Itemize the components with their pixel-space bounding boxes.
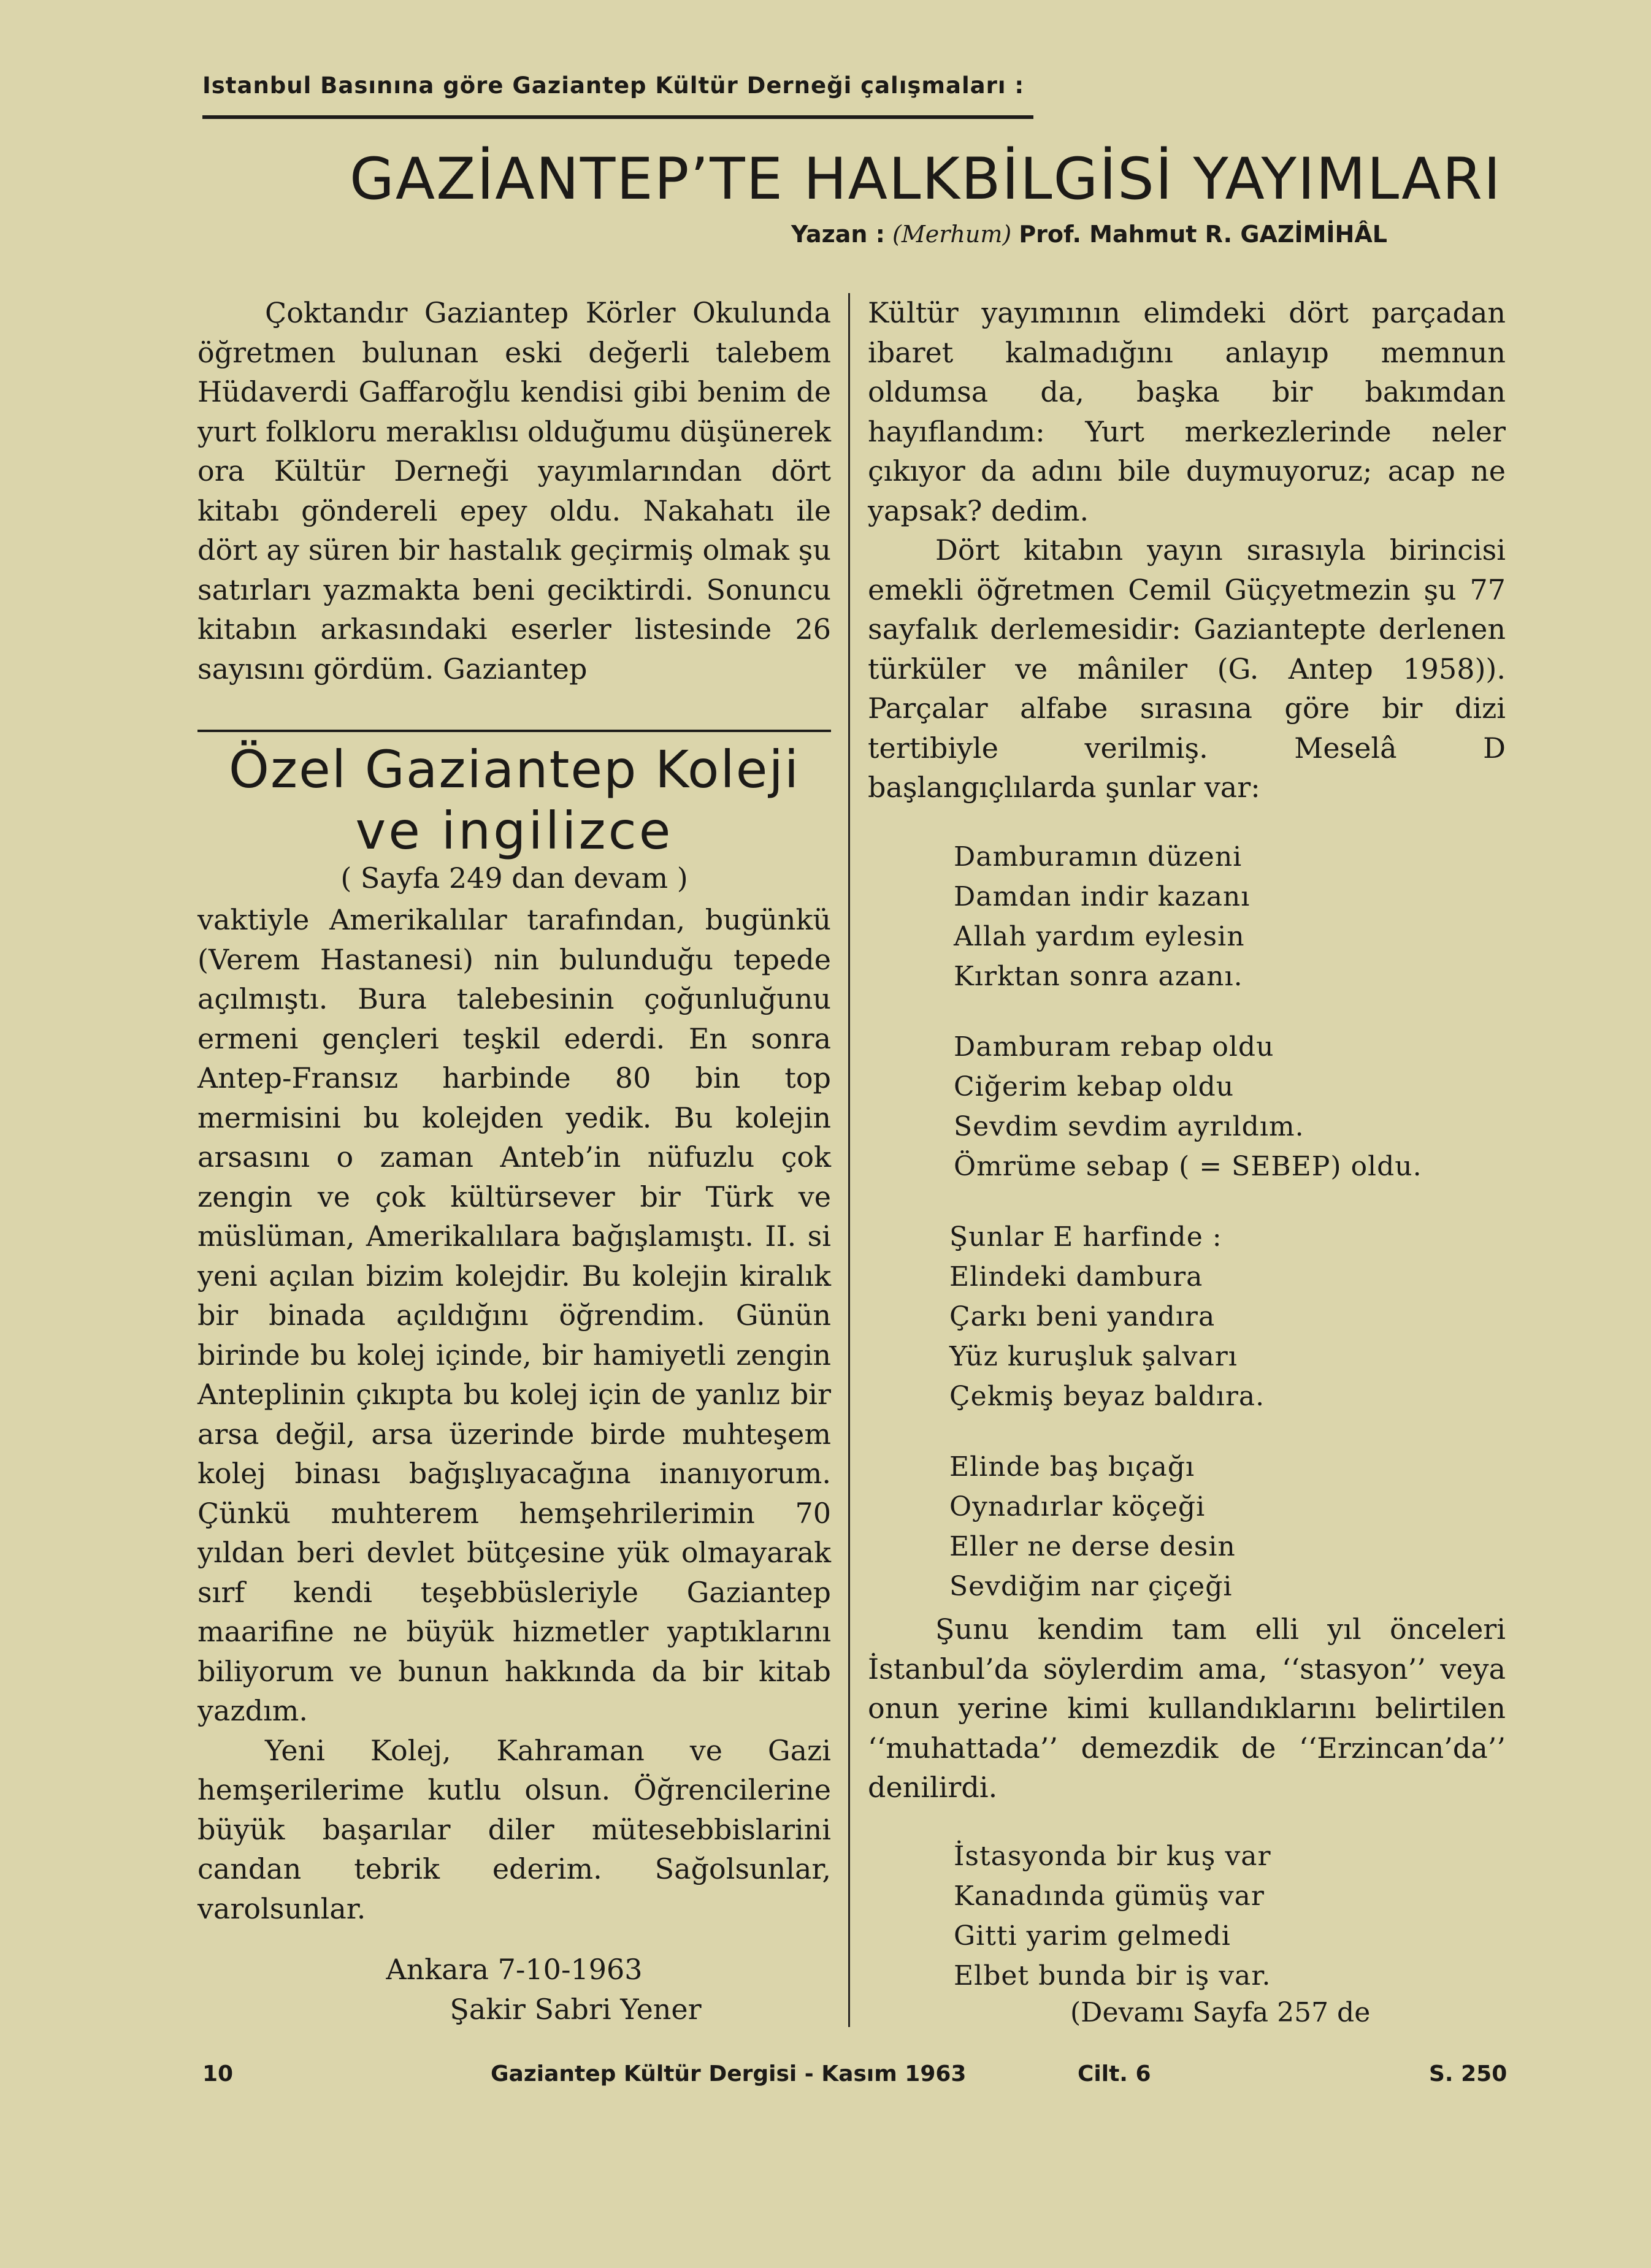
box-title-line1: Özel Gaziantep Koleji bbox=[228, 739, 800, 800]
left-column-rule bbox=[197, 730, 831, 732]
footer-page-number: 10 bbox=[202, 2061, 234, 2087]
verse-line: Eller ne derse desin bbox=[949, 1531, 1236, 1562]
verse-line: Ömrüme sebap ( = SEBEP) oldu. bbox=[954, 1151, 1422, 1182]
verse-line: Çarkı beni yandıra bbox=[949, 1301, 1216, 1332]
box-title-line2: ve ingilizce bbox=[355, 801, 673, 861]
verse-line: Ciğerim kebap oldu bbox=[954, 1071, 1235, 1102]
box-signature-place: Ankara 7-10-1963 bbox=[386, 1953, 643, 1986]
verse-d-2 bbox=[954, 1027, 1422, 1186]
byline-note: (Merhum) bbox=[892, 221, 1012, 248]
verse-line: Allah yardım eylesin bbox=[954, 921, 1245, 952]
verse-e-2 bbox=[949, 1447, 1236, 1606]
verse-istasyon bbox=[954, 1836, 1271, 1996]
verse-d-1 bbox=[954, 837, 1250, 996]
continued-note: (Devamı Sayfa 257 de bbox=[1070, 1997, 1371, 2028]
right-paragraph: Şunu kendim tam elli yıl önceleri İstanbul’da söylerdim ama, ‘‘stasyon’’ veya onun yerine kimi kullandıklarını belirtilen ‘‘muhattada’’ demezdik de ‘‘Erzincan’da’’ denilirdi. bbox=[868, 1613, 1506, 1804]
article-title: GAZİANTEP’TE HALKBİLGİSİ YAYIMLARI bbox=[350, 146, 1502, 213]
verse-line: Oynadırlar köçeği bbox=[949, 1491, 1206, 1522]
verse-line: Damdan indir kazanı bbox=[954, 881, 1251, 912]
kicker-rule bbox=[202, 115, 1033, 119]
verse-e-1 bbox=[949, 1217, 1265, 1416]
box-paragraph: vaktiyle Amerikalılar tarafından, bugünkü (Verem Hastanesi) nin bulunduğu tepede açılmıştı. Bura talebesinin çoğunluğunu ermeni gençleri teşkil ederdi. En sonra Antep-Fransız harbinde 80 bin top mermisini bu kolejden yedik. Bu kolejin arsasını o zaman Anteb’in nüfuzlu çok zengin ve çok kültürsever bir Türk ve müslüman, Amerikalılara bağışlamıştı. II. si yeni açılan bizim kolejdir. Bu kolejin kiralık bir binada açıldığını öğrendim. Günün birinde bu kolej içinde, bir hamiyetli zengin Anteplinin çıkıpta bu kolej için de yanlız bir arsa değil, arsa üzerinde birde muhteşem kolej binası bağışlıyacağına inanıyorum. Çünkü muhterem hemşehrilerimin 70 yıldan beri devlet bütçesine yük olmayarak sırf kendi teşebbüsleriyle Gaziantep maarifine ne büyük hizmetler yaptıklarını biliyorum ve bunun hakkında da bir kitab yazdım. bbox=[197, 903, 831, 1727]
right-paragraph: Kültür yayımının elimdeki dört parçadan ibaret kalmadığını anlayıp memnun oldumsa da, başka bir bakımdan hayıflandım: Yurt merkezlerinde neler çıkıyor da adını bile duymuyoruz; acap ne yapsak? dedim. bbox=[868, 296, 1506, 527]
box-paragraph: Yeni Kolej, Kahraman ve Gazi hemşerilerime kutlu olsun. Öğrencilerine büyük başarılar diler mütesebbislarini candan tebrik ederim. Sağolsunlar, varolsunlar. bbox=[197, 1733, 831, 1925]
verse-line: Elindeki dambura bbox=[949, 1261, 1203, 1292]
verse-line: Gitti yarim gelmedi bbox=[954, 1920, 1231, 1952]
right-paragraph: Dört kitabın yayın sırasıyla birincisi emekli öğretmen Cemil Güçyetmezin şu 77 sayfalık derlemesidir: Gaziantepte derlenen türküler ve mâniler (G. Antep 1958)). Parçalar alfabe sırasına göre bir dizi tertibiyle verilmiş. Meselâ D başlangıçlılarda şunlar var: bbox=[868, 533, 1506, 804]
byline bbox=[791, 221, 1387, 248]
box-signature-name: Şakir Sabri Yener bbox=[450, 1993, 702, 2026]
istanbul-paragraph bbox=[868, 1609, 1506, 1808]
verse-line: Çekmiş beyaz baldıra. bbox=[949, 1381, 1265, 1412]
verse-line: Sevdim sevdim ayrıldım. bbox=[954, 1111, 1304, 1142]
byline-name: Prof. Mahmut R. GAZİMİHÂL bbox=[1019, 221, 1387, 248]
box-continued-note: ( Sayfa 249 dan devam ) bbox=[340, 861, 688, 895]
column-divider bbox=[848, 293, 850, 2027]
byline-label: Yazan : bbox=[791, 221, 885, 248]
verse-line: Sevdiğim nar çiçeği bbox=[949, 1571, 1233, 1602]
verse-line: Kanadında gümüş var bbox=[954, 1880, 1265, 1912]
left-column-intro bbox=[197, 293, 831, 689]
article-kicker: Istanbul Basınına göre Gaziantep Kültür Derneği çalışmaları : bbox=[202, 72, 1025, 99]
verse-line: Damburamın düzeni bbox=[954, 841, 1243, 872]
footer-magazine: Gaziantep Kültür Dergisi - Kasım 1963 bbox=[491, 2061, 967, 2087]
verse-line: Şunlar E harfinde : bbox=[949, 1221, 1222, 1253]
verse-line: Yüz kuruşluk şalvarı bbox=[949, 1341, 1238, 1372]
right-column-text bbox=[868, 293, 1506, 808]
verse-line: Damburam rebap oldu bbox=[954, 1031, 1274, 1063]
box-article-body bbox=[197, 900, 831, 1928]
footer-issue: S. 250 bbox=[1429, 2061, 1507, 2087]
verse-line: Elbet bunda bir iş var. bbox=[954, 1960, 1271, 1991]
verse-line: Kırktan sonra azanı. bbox=[954, 961, 1243, 992]
verse-line: Elinde baş bıçağı bbox=[949, 1451, 1195, 1483]
verse-line: İstasyonda bir kuş var bbox=[954, 1841, 1271, 1872]
footer-volume: Cilt. 6 bbox=[1078, 2061, 1151, 2087]
intro-paragraph: Çoktandır Gaziantep Körler Okulunda öğretmen bulunan eski değerli talebem Hüdaverdi Gaffaroğlu kendisi gibi benim de yurt folkloru meraklısı olduğumu düşünerek ora Kültür Derneği yayımlarından dört kitabı göndereli epey oldu. Nakahatı ile dört ay süren bir hastalık geçirmiş olmak şu satırları yazmakta beni geciktirdi. Sonuncu kitabın arkasındaki eserler listesinde 26 sayısını gördüm. Gaziantep bbox=[197, 296, 831, 685]
